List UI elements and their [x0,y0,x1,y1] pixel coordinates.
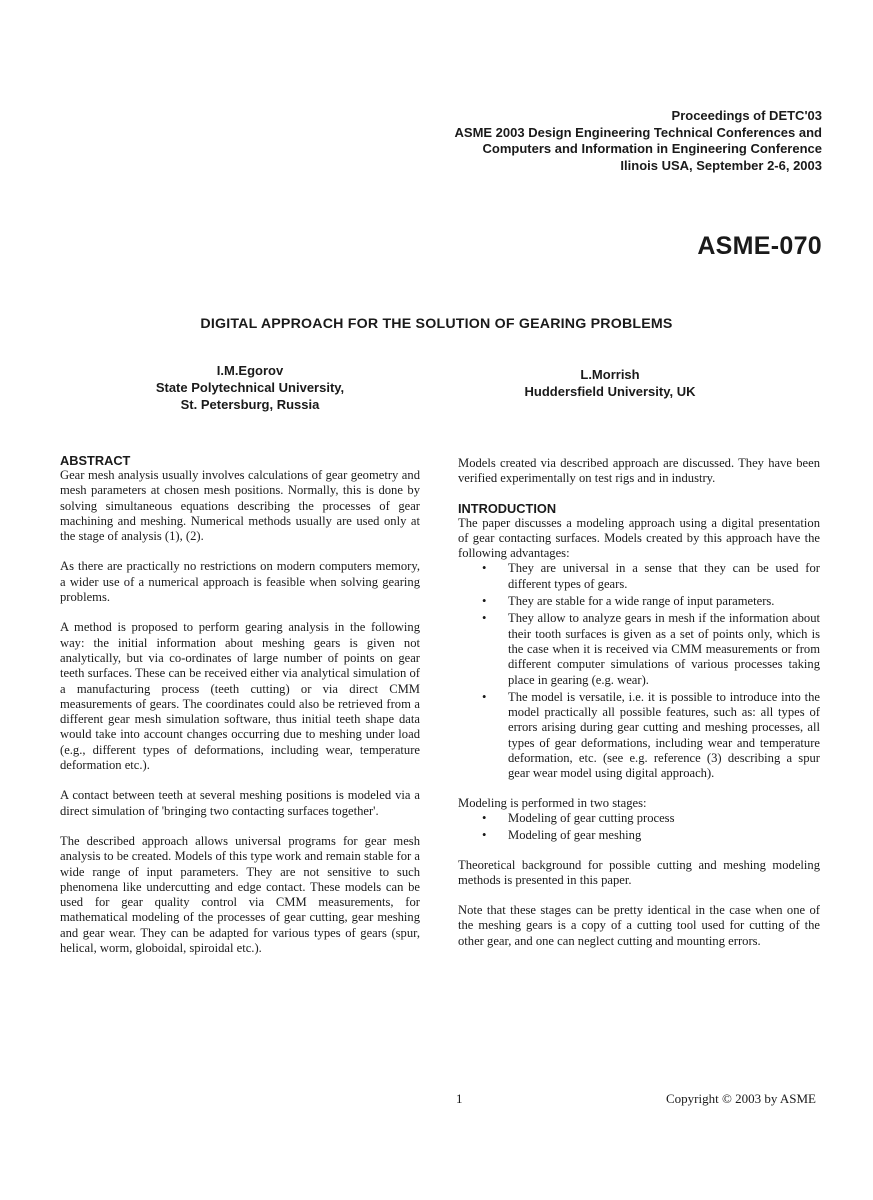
paper-id: ASME-070 [697,232,822,260]
bullet-icon: • [482,611,487,626]
copyright-notice: Copyright © 2003 by ASME [665,1091,816,1106]
abstract-paragraph: As there are practically no restrictions on modern computers memory, a wider use of a numerical approach is feasible when solving gearing problems. [60,559,420,605]
author-affiliation-line: St. Petersburg, Russia [180,397,320,412]
author-affiliation-line: Huddersfield University, UK [524,384,696,399]
proceedings-line: Computers and Information in Engineering Conference [482,141,822,156]
list-item-text: They allow to analyze gears in mesh if the information about their tooth surfaces is given as a set of points only, which is the case when it is received via CMM measurements or from different computer simulations of various processes taking place in gearing (e.g. wear). [508,611,820,687]
list-item-text: The model is versatile, i.e. it is possible to introduce into the model practically all possible features, such as: all types of errors arising during gear cutting and meshing processes, all types of gear deformations, including wear and temperature deformation, etc. (see e.g. reference (3) describing a spur gear wear model using digital approach). [508,689,820,781]
author-affiliation-line: State Polytechnical University, [155,380,345,395]
proceedings-header [302,108,822,174]
abstract-heading: ABSTRACT [60,453,131,468]
paper-title: DIGITAL APPROACH FOR THE SOLUTION OF GEARING PROBLEMS [200,316,673,332]
list-item [482,611,820,687]
proceedings-line: ASME 2003 Design Engineering Technical Conferences and [454,124,822,140]
introduction-paragraph: Note that these stages can be pretty identical in the case when one of the meshing gears is a copy of a cutting tool used for cutting of the other gear, and one can neglect cutting and mounting errors. [458,903,820,948]
bullet-icon: • [482,810,487,825]
list-item [482,561,820,592]
abstract-paragraph: A method is proposed to perform gearing analysis in the following way: the initial information about meshing gears is given not analytically, but via co-ordinates of large number of points on gear teeth surfaces. These can be received either via analytical simulation of a manufacturing process (teeth cutting) or via direct CMM measurements of gears. The coordinates could also be retrieved from a different gear mesh simulation software, thus initial teeth shape data would take into account changes occurring due to meshing under load (e.g., different types of deformations, including wear, temperature deformation etc.). [60,620,420,773]
abstract-paragraph: The described approach allows universal programs for gear mesh analysis to be created. Models of this type work and remain stable for a wide range of input parameters. They are not sensitive to such phenomena like undercutting and edge contact. These models can be used for gear quality control via CMM measurements, for mathematical modeling of the processes of gear cutting, gear meshing and gear wear. They can be adapted for various types of gears (spur, helical, worm, globoidal, spiroidal etc.). [60,833,420,956]
bullet-icon: • [482,594,487,609]
bullet-icon: • [482,689,487,704]
abstract-paragraph: Models created via described approach are discussed. They have been verified experimentally on test rigs and in industry. [458,456,820,486]
abstract-paragraph: Gear mesh analysis usually involves calculations of gear geometry and mesh parameters at chosen mesh positions. Normally, this is done by solving simultaneous equations describing the processes of gear machining and meshing. Numerical methods usually are used only at the stage of analysis (1), (2). [60,468,420,544]
author-block-morrish [480,366,740,400]
list-item-text: Modeling of gear cutting process [508,810,675,825]
proceedings-line: Ilinois USA, September 2-6, 2003 [620,157,822,173]
bullet-icon: • [482,828,487,843]
introduction-lead: The paper discusses a modeling approach using a digital presentation of gear contacting surfaces. Models created by this approach have the following advantages: [458,515,820,561]
list-item [482,594,820,609]
page-number: 1 [456,1091,463,1106]
list-item-text: They are stable for a wide range of input parameters. [508,594,775,609]
right-column [458,456,820,949]
author-name: L.Morrish [580,367,640,382]
advantages-list [458,561,820,781]
introduction-paragraph: Theoretical background for possible cutting and meshing modeling methods is presented in this paper. [458,857,820,887]
proceedings-line: Proceedings of DETC'03 [671,108,822,123]
list-item [482,810,820,826]
author-name: I.M.Egorov [216,363,284,378]
list-item [482,828,820,843]
author-block-egorov [120,362,380,413]
bullet-icon: • [482,561,487,576]
list-item [482,689,820,782]
stages-list [458,811,820,844]
stages-lead: Modeling is performed in two stages: [458,795,647,810]
list-item-text: They are universal in a sense that they can be used for different types of gears. [508,561,820,591]
list-item-text: Modeling of gear meshing [508,828,642,843]
introduction-heading: INTRODUCTION [458,500,557,516]
left-column [60,453,420,956]
abstract-paragraph: A contact between teeth at several meshing positions is modeled via a direct simulation of 'bringing two contacting surfaces together'. [60,788,420,818]
